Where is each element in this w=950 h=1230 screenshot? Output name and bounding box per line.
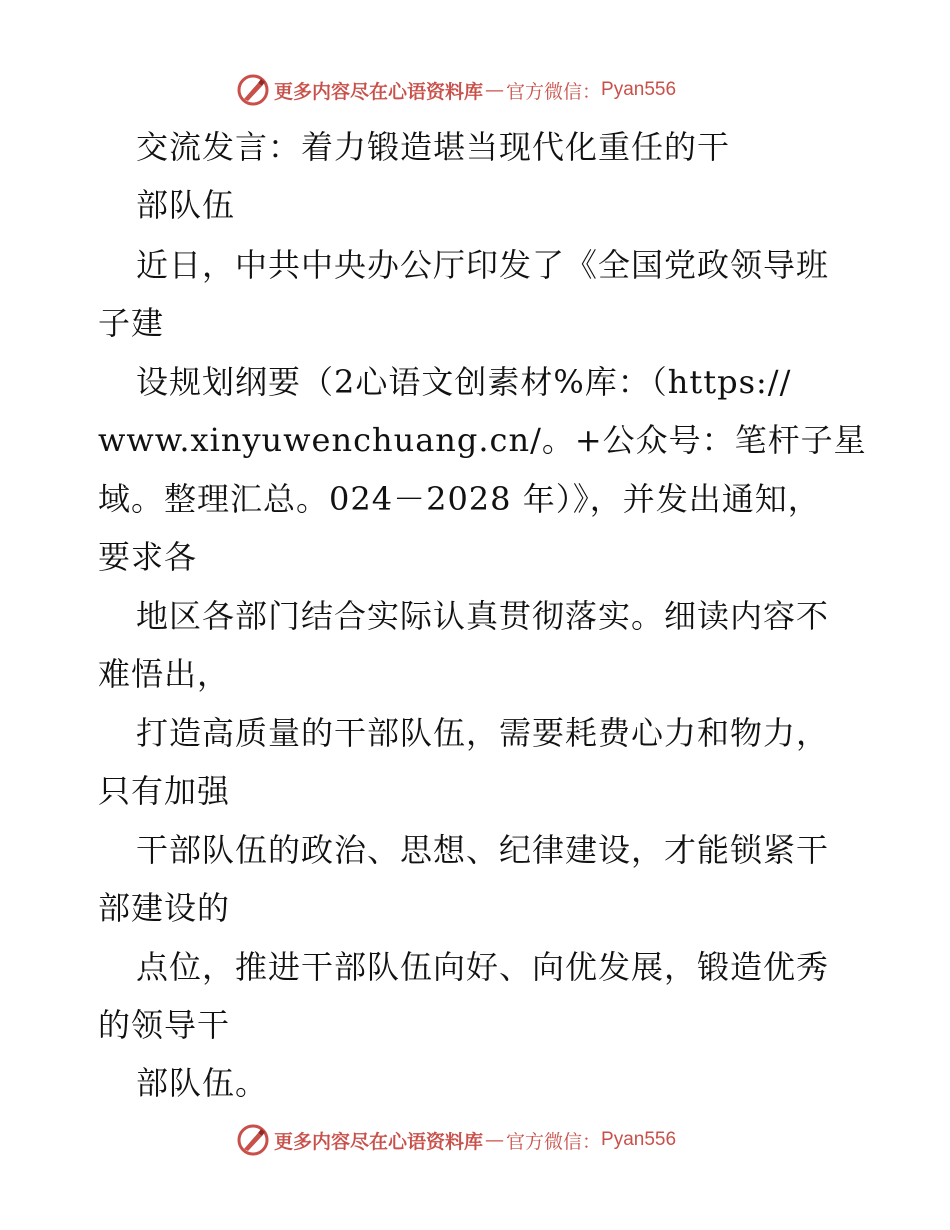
doc-line: 子建 xyxy=(98,304,165,342)
doc-line: 近日，中共中央办公厅印发了《全国党政领导班 xyxy=(136,246,830,284)
banner-wechat-label: 官方微信： xyxy=(506,1130,602,1153)
banner-dash: — xyxy=(485,79,505,101)
banner-dash: — xyxy=(485,1129,505,1151)
doc-line: 点位，推进干部队伍向好、向优发展，锻造优秀 xyxy=(136,948,830,986)
pen-circle-logo-icon xyxy=(236,1123,270,1157)
doc-line: www.xinyuwenchuang.cn/。+公众号：笔杆子星 xyxy=(98,421,867,459)
doc-line: 只有加强 xyxy=(98,772,231,810)
footer-banner xyxy=(236,1122,676,1158)
doc-line: 难悟出， xyxy=(98,655,231,693)
doc-line: 域。整理汇总。024－2028 年）》，并发出通知， xyxy=(98,480,821,518)
doc-line: 打造高质量的干部队伍，需要耗费心力和物力， xyxy=(136,714,830,752)
banner-site-text: 更多内容尽在心语资料库 xyxy=(274,80,484,103)
doc-line: 地区各部门结合实际认真贯彻落实。细读内容不 xyxy=(136,597,830,635)
banner-site-text: 更多内容尽在心语资料库 xyxy=(274,1130,484,1153)
banner-wechat-id: Pyan556 xyxy=(601,1129,677,1150)
doc-line: 设规划纲要（2心语文创素材%库：（https:// xyxy=(136,363,792,401)
doc-line: 部建设的 xyxy=(98,889,231,927)
banner-wechat-id: Pyan556 xyxy=(601,79,677,100)
doc-line: 要求各 xyxy=(98,538,198,576)
doc-line: 干部队伍的政治、思想、纪律建设，才能锁紧干 xyxy=(136,831,830,869)
doc-line: 部队伍。 xyxy=(136,1064,269,1102)
doc-line: 交流发言：着力锻造堪当现代化重任的干 xyxy=(136,128,731,166)
banner-wechat-label: 官方微信： xyxy=(506,80,602,103)
doc-line: 的领导干 xyxy=(98,1006,231,1044)
doc-line: 部队伍 xyxy=(136,186,236,224)
